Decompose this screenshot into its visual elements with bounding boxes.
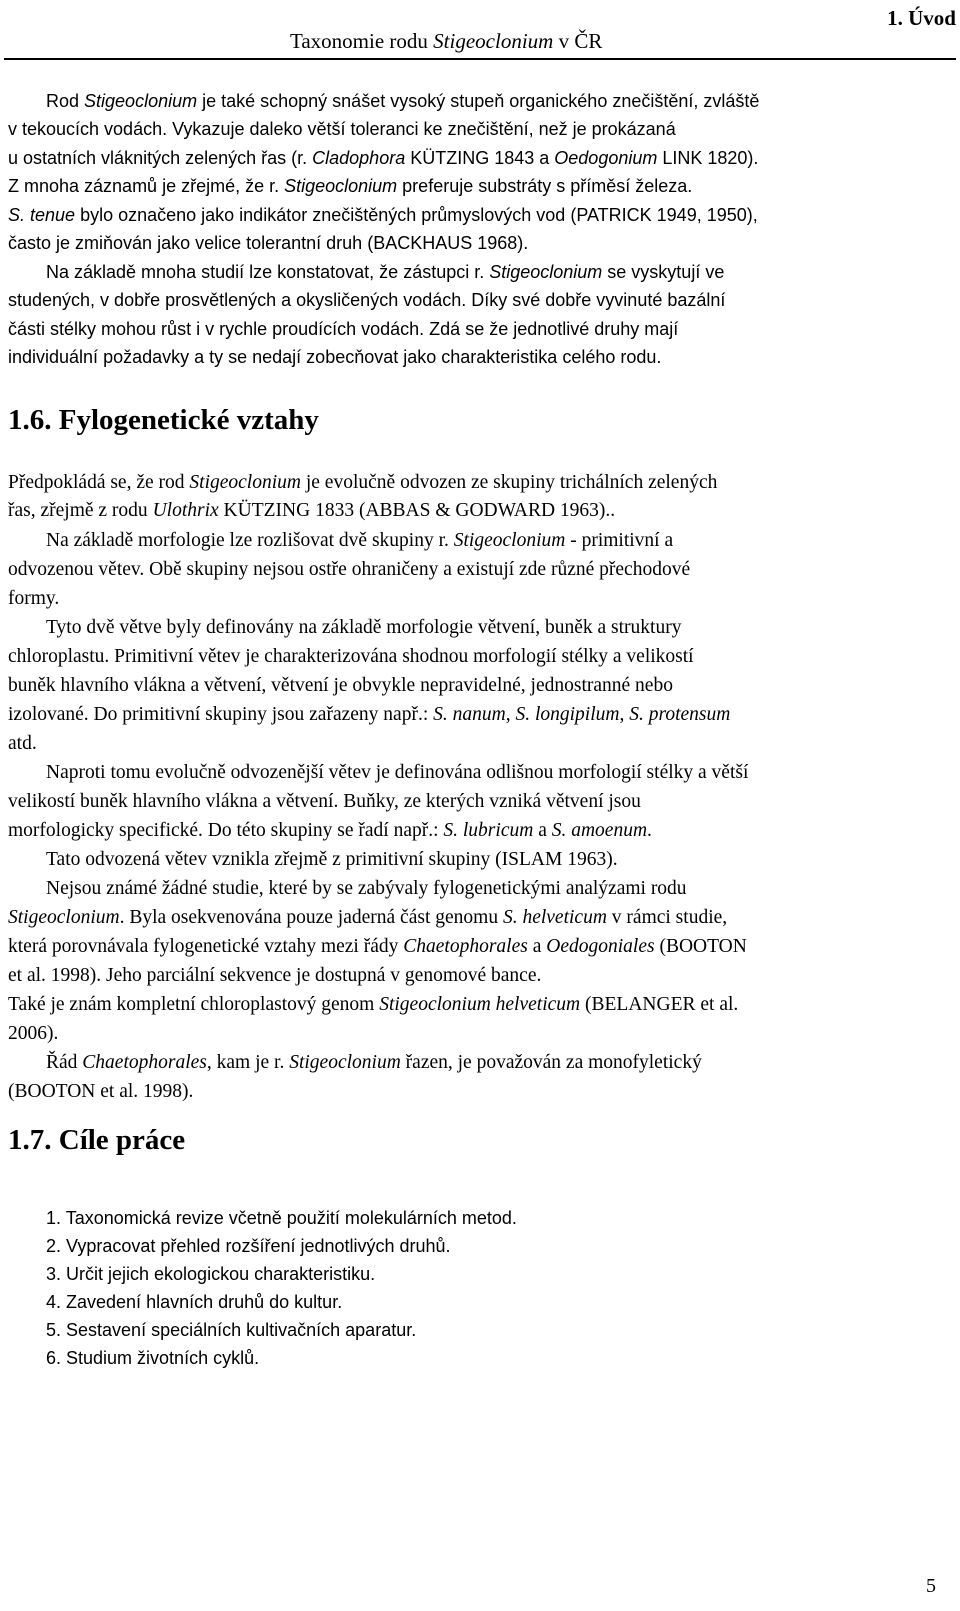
text-line: Předpokládá se, že rod Stigeoclonium je evolučně odvozen ze skupiny trichálních zelených xyxy=(8,472,718,493)
page-number: 5 xyxy=(926,1575,936,1597)
header-title: Taxonomie rodu Stigeoclonium v ČR xyxy=(290,29,603,53)
list-item: 2. Vypracovat přehled rozšíření jednotlivých druhů. xyxy=(46,1236,451,1256)
list-item: 5. Sestavení speciálních kultivačních aparatur. xyxy=(46,1320,417,1340)
text-line: Tyto dvě větve byly definovány na základě morfologie větvení, buněk a struktury xyxy=(46,617,682,638)
text-line: Na základě mnoha studií lze konstatovat, že zástupci r. Stigeoclonium se vyskytují ve xyxy=(46,262,725,282)
text-line: et al. 1998). Jeho parciální sekvence je dostupná v genomové bance. xyxy=(8,965,542,986)
list-item: 1. Taxonomická revize včetně použití molekulárních metod. xyxy=(46,1208,517,1228)
section-heading-1-7: 1.7. Cíle práce xyxy=(8,1124,186,1156)
text-line: Tato odvozená větev vznikla zřejmě z primitivní skupiny (ISLAM 1963). xyxy=(46,849,618,870)
text-line: odvozenou větev. Obě skupiny nejsou ostře ohraničeny a existují zde různé přechodové xyxy=(8,559,691,580)
text-line: která porovnávala fylogenetické vztahy mezi řády Chaetophorales a Oedogoniales (BOOTON xyxy=(8,936,747,957)
text-line: řas, zřejmě z rodu Ulothrix KÜTZING 1833 (ABBAS & GODWARD 1963).. xyxy=(8,500,616,521)
text-line: studených, v dobře prosvětlených a okysličených vodách. Díky své dobře vyvinuté bazální xyxy=(8,290,726,310)
text-line: Z mnoha záznamů je zřejmé, že r. Stigeoclonium preferuje substráty s příměsí železa. xyxy=(8,176,693,196)
running-header xyxy=(0,0,960,64)
list-item: 3. Určit jejich ekologickou charakteristiku. xyxy=(46,1264,376,1284)
list-item: 4. Zavedení hlavních druhů do kultur. xyxy=(46,1292,343,1312)
text-line: Naproti tomu evolučně odvozenější větev je definována odlišnou morfologií stélky a větší xyxy=(46,762,749,783)
list-item: 6. Studium životních cyklů. xyxy=(46,1348,260,1368)
text-line: Stigeoclonium. Byla osekvenována pouze jaderná část genomu S. helveticum v rámci studie, xyxy=(8,907,728,928)
text-line: S. tenue bylo označeno jako indikátor znečištěných průmyslových vod (PATRICK 1949, 1950), xyxy=(8,205,758,225)
text-line: formy. xyxy=(8,588,60,609)
text-line: Rod Stigeoclonium je také schopný snášet vysoký stupeň organického znečištění, zvláště xyxy=(46,91,760,111)
text-line: velikostí buněk hlavního vlákna a větvení. Buňky, ze kterých vzniká větvení jsou xyxy=(8,791,641,812)
text-line: Nejsou známé žádné studie, které by se zabývaly fylogenetickými analýzami rodu xyxy=(46,878,687,899)
text-line: chloroplastu. Primitivní větev je charakterizována shodnou morfologií stélky a velikostí xyxy=(8,646,694,667)
text-line: atd. xyxy=(8,733,37,754)
text-line: u ostatních vláknitých zelených řas (r. Cladophora KÜTZING 1843 a Oedogonium LINK 1820). xyxy=(8,148,759,168)
text-line: v tekoucích vodách. Vykazuje daleko větší toleranci ke znečištění, než je prokázaná xyxy=(8,119,676,139)
section-heading-1-6: 1.6. Fylogenetické vztahy xyxy=(8,404,319,436)
text-line: individuální požadavky a ty se nedají zobecňovat jako charakteristika celého rodu. xyxy=(8,347,662,367)
text-line: morfologicky specifické. Do této skupiny se řadí např.: S. lubricum a S. amoenum. xyxy=(8,820,652,841)
text-line: Také je znám kompletní chloroplastový genom Stigeoclonium helveticum (BELANGER et al. xyxy=(8,994,739,1015)
text-line: 2006). xyxy=(8,1023,59,1044)
text-line: izolované. Do primitivní skupiny jsou zařazeny např.: S. nanum, S. longipilum, S. protensum xyxy=(8,704,731,725)
text-line: Na základě morfologie lze rozlišovat dvě skupiny r. Stigeoclonium - primitivní a xyxy=(46,530,674,551)
header-rule xyxy=(4,58,956,60)
text-line: buněk hlavního vlákna a větvení, větvení je obvykle nepravidelné, jednostranné nebo xyxy=(8,675,673,696)
text-line: často je zmiňován jako velice tolerantní druh (BACKHAUS 1968). xyxy=(8,233,529,253)
header-chapter: 1. Úvod xyxy=(887,6,956,30)
text-line: části stélky mohou růst i v rychle proudících vodách. Zdá se že jednotlivé druhy mají xyxy=(8,319,679,339)
text-line: Řád Chaetophorales, kam je r. Stigeoclonium řazen, je považován za monofyletický xyxy=(46,1052,702,1073)
text-line: (BOOTON et al. 1998). xyxy=(8,1081,194,1102)
